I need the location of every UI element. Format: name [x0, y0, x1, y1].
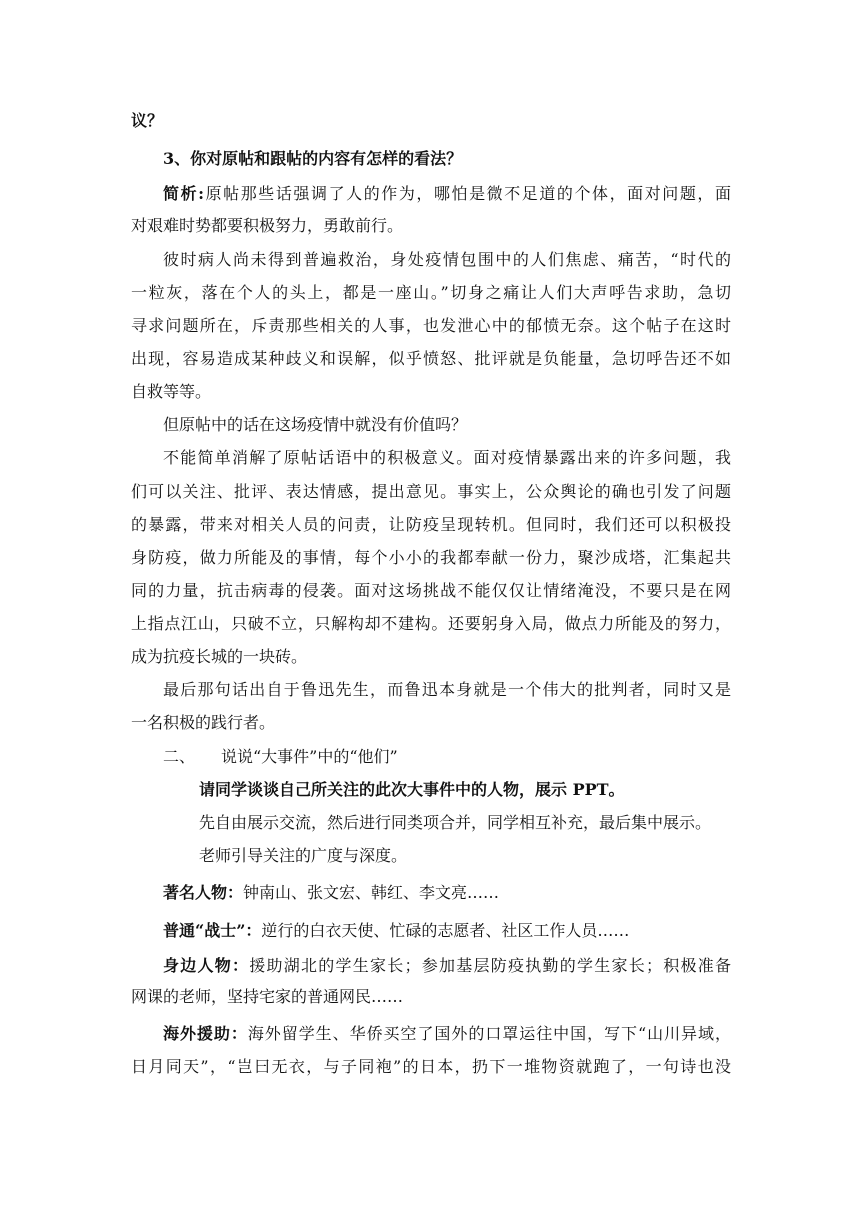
text-line: 的暴露，带来对相关人员的问责，让防疫呈现转机。但同时，我们还可以积极投	[131, 515, 731, 534]
text-line: 老师引导关注的广度与深度。	[199, 846, 408, 865]
text-span: 援助湖北的学生家长；参加基层防疫执勤的学生家长；积极准备	[249, 956, 731, 975]
text-line	[163, 1024, 731, 1044]
text-line: 出现，容易造成某种歧义和误解，似乎愤怒、批评就是负能量，急切呼告还不如	[131, 349, 731, 368]
text-line: 寻求问题所在，斥责那些相关的人事，也发泄心中的郁愤无奈。这个帖子在这时	[131, 316, 731, 335]
question-heading: 3、你对原帖和跟帖的内容有怎样的看法？	[163, 149, 463, 168]
text-line	[163, 184, 731, 204]
text-line: 们可以关注、批评、表达情感，提出意见。事实上，公众舆论的确也引发了问题	[131, 482, 731, 501]
section-title: 说说“大事件”中的“他们”	[221, 747, 398, 766]
text-line: 成为抗疫长城的一块砖。	[131, 647, 308, 666]
text-line: 一粒灰，落在个人的头上，都是一座山。”切身之痛让人们大声呼告求助，急切	[131, 283, 731, 302]
text-line: 先自由展示交流，然后进行同类项合并，同学相互补充，最后集中展示。	[199, 813, 712, 832]
task-heading: 请同学谈谈自己所关注的此次大事件中的人物，展示 PPT。	[199, 780, 625, 799]
text-line: 对艰难时势都要积极努力，勇敢前行。	[131, 216, 404, 235]
text-line: 日月同天”，“岂曰无衣，与子同袍”的日本，扔下一堆物资就跑了，一句诗也没	[131, 1057, 731, 1076]
text-line: 最后那句话出自于鲁迅先生，而鲁迅本身就是一个伟大的批判者，同时又是	[163, 680, 731, 699]
nearby-label: 身边人物：	[163, 956, 250, 975]
text-span: 海外留学生、华侨买空了国外的口罩运往中国，写下“山川异域，	[247, 1024, 731, 1043]
analysis-label: 简析:	[163, 184, 205, 203]
text-line: 一名积极的践行者。	[131, 713, 276, 732]
text-span: 钟南山、张文宏、韩红、李文亮……	[243, 883, 500, 902]
text-line: 网课的老师，坚持宅家的普通网民……	[131, 987, 404, 1006]
text-line: 身防疫，做力所能及的事情，每个小小的我都奉献一份力，聚沙成塔，汇集起共	[131, 548, 731, 567]
text-line	[163, 956, 731, 976]
text-line: 但原帖中的话在这场疫情中就没有价值吗？	[163, 415, 468, 434]
text-line: 同的力量，抗击病毒的侵袭。面对这场挑战不能仅仅让情绪淹没，不要只是在网	[131, 581, 731, 600]
text-line: 议？	[131, 111, 164, 130]
section-number: 二、	[163, 747, 196, 766]
ordinary-label: 普通“战士”：	[163, 921, 262, 940]
text-line	[163, 921, 731, 941]
famous-label: 著名人物：	[163, 883, 244, 902]
text-span: 原帖那些话强调了人的作为，哪怕是微不足道的个体，面对问题，面	[204, 184, 731, 203]
overseas-label: 海外援助：	[163, 1024, 248, 1043]
text-line: 自救等等。	[131, 382, 212, 401]
text-line: 上指点江山，只破不立，只解构却不建构。还要躬身入局，做点力所能及的努力，	[131, 614, 731, 633]
text-line: 不能简单消解了原帖话语中的积极意义。面对疫情暴露出来的许多问题，我	[163, 448, 731, 467]
text-span: 逆行的白衣天使、忙碌的志愿者、社区工作人员……	[261, 921, 630, 940]
text-line: 彼时病人尚未得到普遍救治，身处疫情包围中的人们焦虑、痛苦，“时代的	[163, 250, 731, 269]
text-line	[163, 883, 731, 903]
